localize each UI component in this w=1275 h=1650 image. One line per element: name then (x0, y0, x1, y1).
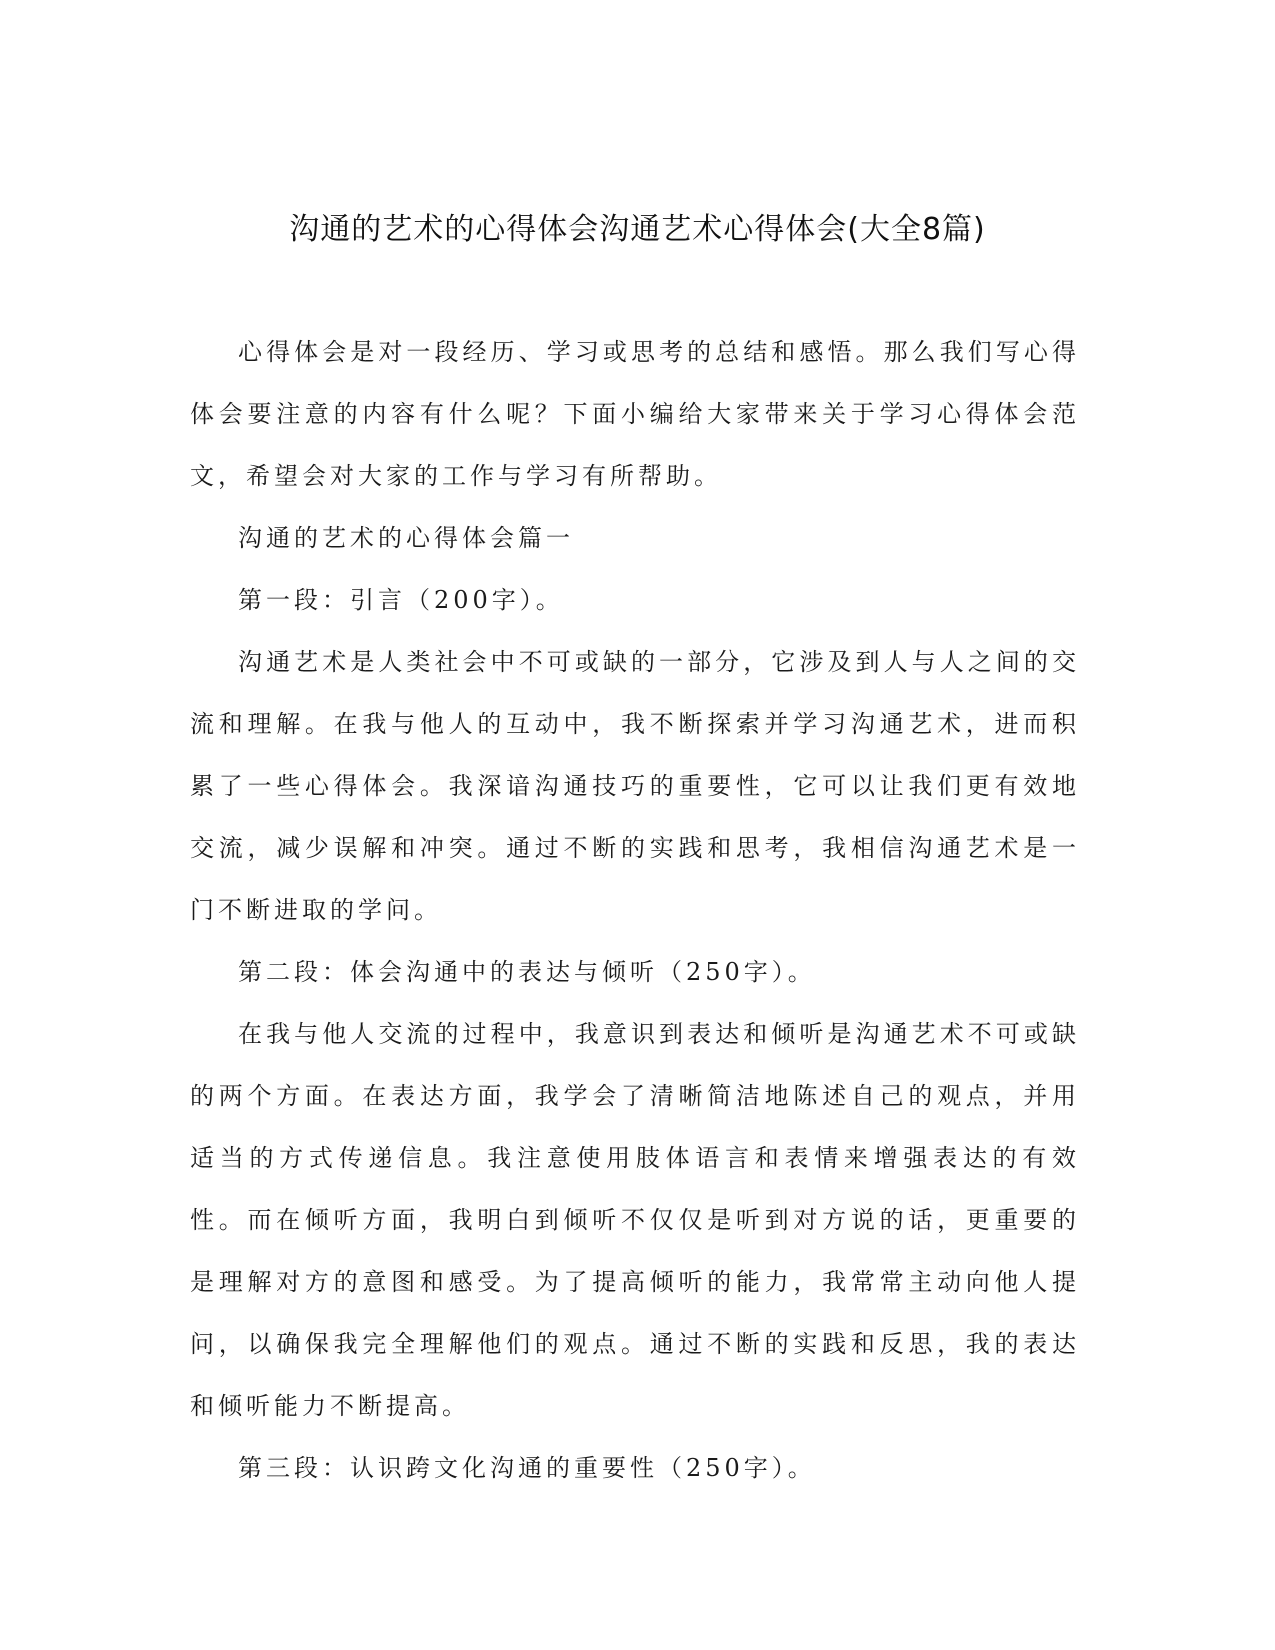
document-body (190, 321, 1080, 1499)
paragraph-heading-3: 第三段：认识跨文化沟通的重要性（250字）。 (238, 1454, 816, 1482)
intro-paragraph: 心得体会是对一段经历、学习或思考的总结和感悟。那么我们写心得体会要注意的内容有什么呢？下面小编给大家带来关于学习心得体会范文，希望会对大家的工作与学习有所帮助。 (190, 338, 1080, 490)
body-paragraph-1: 沟通艺术是人类社会中不可或缺的一部分，它涉及到人与人之间的交流和理解。在我与他人的互动中，我不断探索并学习沟通艺术，进而积累了一些心得体会。我深谙沟通技巧的重要性，它可以让我们更有效地交流，减少误解和冲突。通过不断的实践和思考，我相信沟通艺术是一门不断进取的学问。 (190, 648, 1080, 924)
paragraph-heading-2: 第二段：体会沟通中的表达与倾听（250字）。 (238, 958, 816, 986)
document-title: 沟通的艺术的心得体会沟通艺术心得体会(大全8篇) (289, 212, 986, 247)
section-heading-part-one: 沟通的艺术的心得体会篇一 (238, 524, 574, 552)
paragraph-heading-1: 第一段：引言（200字）。 (238, 586, 564, 614)
body-paragraph-2: 在我与他人交流的过程中，我意识到表达和倾听是沟通艺术不可或缺的两个方面。在表达方面，我学会了清晰简洁地陈述自己的观点，并用适当的方式传递信息。我注意使用肢体语言和表情来增强表达的有效性。而在倾听方面，我明白到倾听不仅仅是听到对方说的话，更重要的是理解对方的意图和感受。为了提高倾听的能力，我常常主动向他人提问，以确保我完全理解他们的观点。通过不断的实践和反思，我的表达和倾听能力不断提高。 (190, 1020, 1080, 1420)
